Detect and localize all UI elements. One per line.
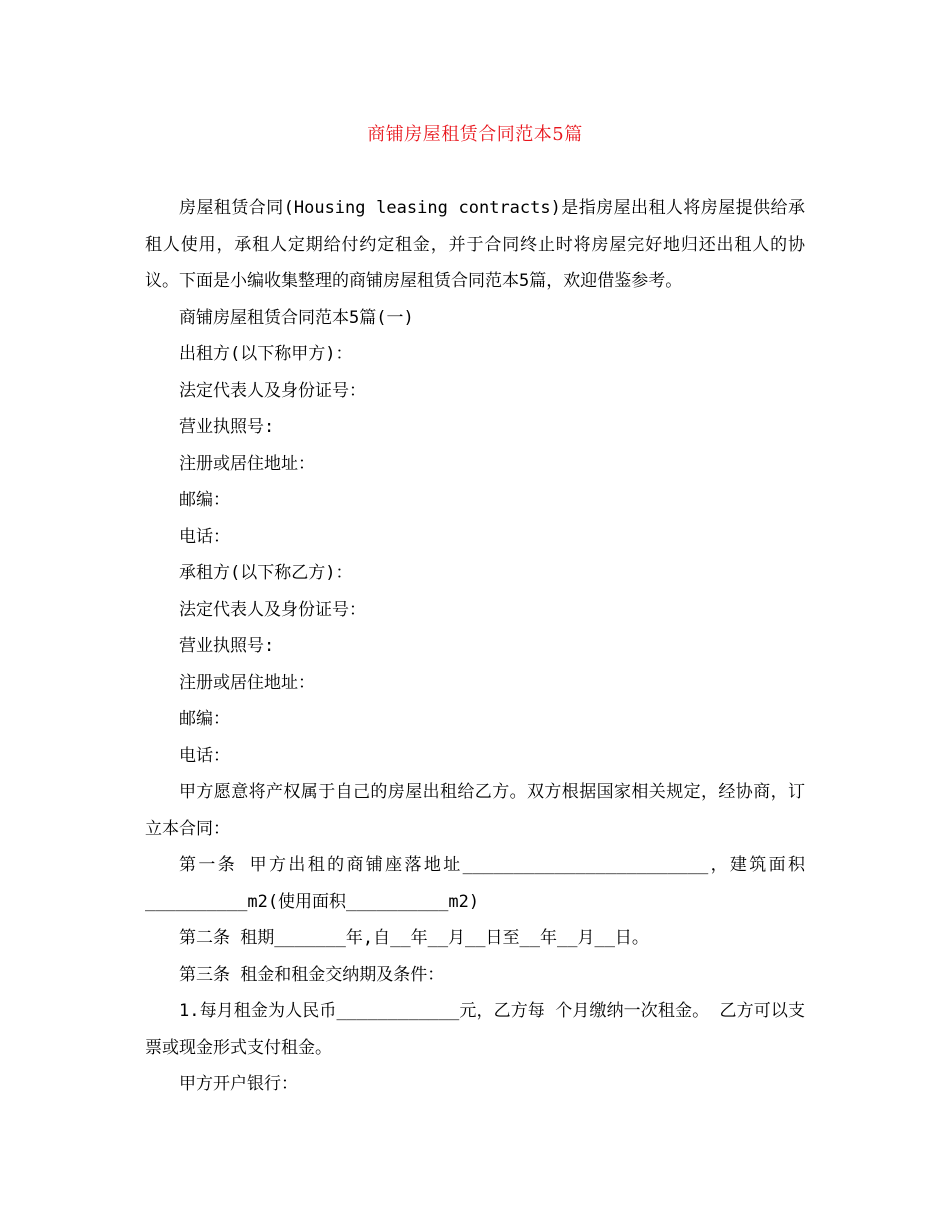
article-3: 第三条 租金和租金交纳期及条件： xyxy=(179,964,445,985)
intro-paragraph: 房屋租赁合同(Housing leasing contracts)是指房屋出租人将房屋提供给承租人使用，承租人定期给付约定租金，并于合同终止时将房屋完好地归还出租人的协议。下面是小编收集整理的商铺房屋租赁合同范本5篇，欢迎借鉴参考。 xyxy=(145,198,805,291)
lessee-label: 承租方(以下称乙方)： xyxy=(179,563,353,583)
lessor-address-label: 注册或居住地址： xyxy=(179,453,315,474)
article-1: 第一条 甲方出租的商铺座落地址________________________，建筑面积__________m2(使用面积__________m2) xyxy=(145,855,805,912)
lessee-postcode-label: 邮编： xyxy=(179,709,230,729)
lessor-label: 出租方(以下称甲方)： xyxy=(179,344,353,364)
lessor-bank-label: 甲方开户银行： xyxy=(179,1074,298,1094)
agreement-paragraph: 甲方愿意将产权属于自己的房屋出租给乙方。双方根据国家相关规定，经协商，订立本合同： xyxy=(145,782,805,839)
section-heading: 商铺房屋租赁合同范本5篇(一) xyxy=(179,307,414,328)
article-3-item-1: 1.每月租金为人民币____________元，乙方每 个月缴纳一次租金。 乙方可以支票或现金形式支付租金。 xyxy=(145,1001,805,1058)
lessee-address-label: 注册或居住地址： xyxy=(179,672,315,693)
lessor-representative-label: 法定代表人及身份证号： xyxy=(179,380,366,401)
lessee-representative-label: 法定代表人及身份证号： xyxy=(179,599,366,620)
lessor-phone-label: 电话： xyxy=(179,526,230,547)
lessee-phone-label: 电话： xyxy=(179,745,230,766)
lessor-license-label: 营业执照号: xyxy=(179,417,275,437)
document-title: 商铺房屋租赁合同范本5篇 xyxy=(367,124,583,145)
lessor-postcode-label: 邮编： xyxy=(179,490,230,510)
lessee-license-label: 营业执照号: xyxy=(179,636,275,656)
article-2: 第二条 租期_______年,自__年__月__日至__年__月__日。 xyxy=(179,928,649,948)
document-body xyxy=(145,190,805,1103)
